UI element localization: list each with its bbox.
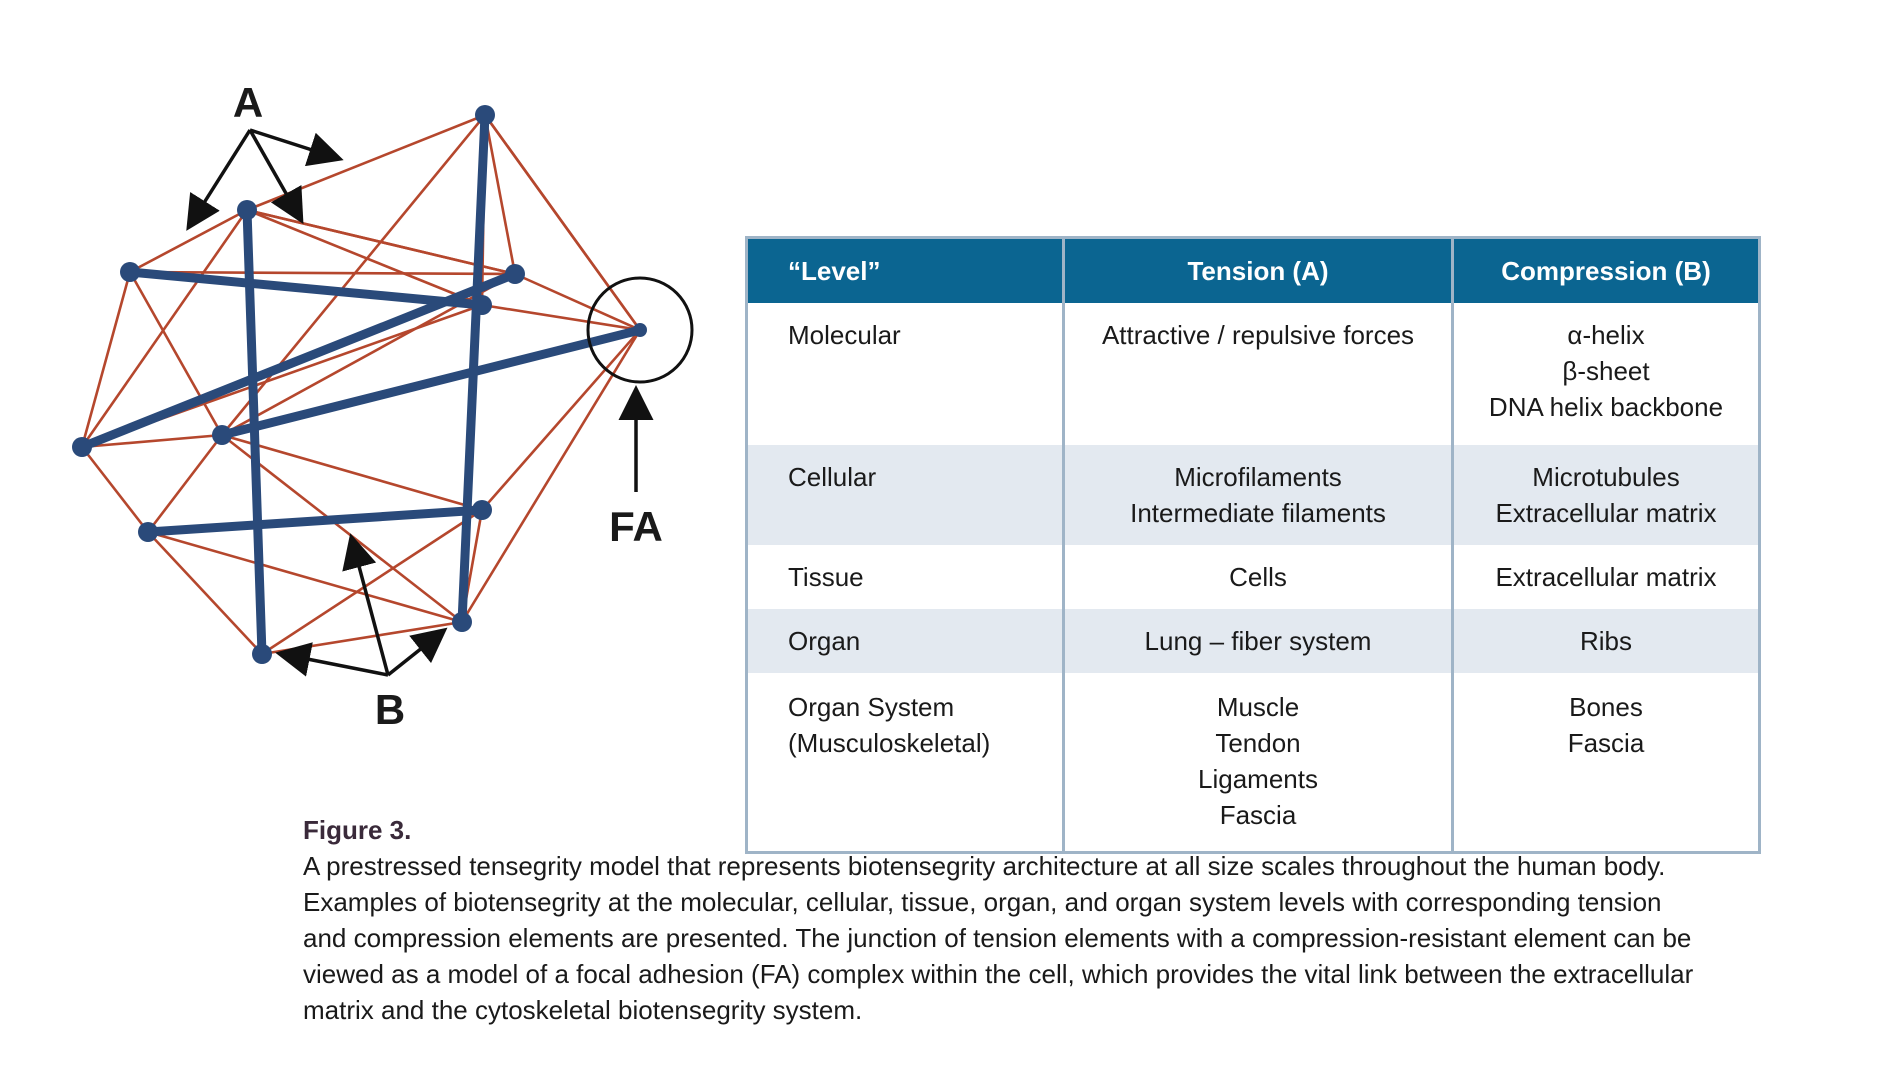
table-row — [747, 445, 1760, 545]
node-joint — [633, 323, 647, 337]
tension-line — [485, 115, 515, 274]
node-joint — [72, 437, 92, 457]
caption-title: Figure 3. — [303, 815, 412, 845]
cell-level: Cellular — [747, 445, 1064, 545]
cell-compression: Ribs — [1453, 609, 1760, 673]
node-joint — [472, 500, 492, 520]
cell-tension: Microfilaments Intermediate filaments — [1064, 445, 1453, 545]
tension-line — [148, 532, 462, 622]
tension-line — [247, 115, 485, 210]
tension-line — [482, 305, 640, 330]
node-joint — [252, 644, 272, 664]
header-level: “Level” — [747, 238, 1064, 304]
biotensegrity-levels-table — [745, 236, 1761, 854]
node-joint — [475, 105, 495, 125]
tension-line — [82, 447, 148, 532]
tension-line — [262, 510, 482, 654]
cell-level: Molecular — [747, 303, 1064, 445]
caption-text: A prestressed tensegrity model that represents biotensegrity architecture at all size scales throughout the human body. Examples of biotensegrity at the molecular, cellular, tissue, organ, and organ system levels with corresponding tension and compression elements are presented. The junction of tension elements with a compression-resistant element can be viewed as a model of a focal adhesion (FA) complex within the cell, which provides the vital link between the extracellular matrix and the cytoskeletal biotensegrity system. — [303, 851, 1694, 1025]
figure-caption — [303, 812, 1703, 1028]
tension-line — [148, 435, 222, 532]
node-joints — [72, 105, 647, 664]
node-joint — [120, 262, 140, 282]
cell-tension: Muscle Tendon Ligaments Fascia — [1064, 673, 1453, 853]
cell-tension: Lung – fiber system — [1064, 609, 1453, 673]
cell-compression: Extracellular matrix — [1495, 562, 1717, 592]
node-joint — [472, 295, 492, 315]
tensegrity-diagram — [0, 0, 720, 760]
table-row — [747, 609, 1760, 673]
tension-line — [148, 532, 262, 654]
label-fa: FA — [609, 503, 663, 550]
tension-line — [485, 115, 640, 330]
header-compression: Compression (B) — [1453, 238, 1760, 304]
cell-compression: α-helix β-sheet DNA helix backbone — [1488, 320, 1724, 422]
tension-line — [82, 272, 130, 447]
header-tension: Tension (A) — [1064, 238, 1453, 304]
tension-line — [482, 330, 640, 510]
cell-level: Tissue — [747, 545, 1064, 609]
tension-line — [130, 210, 247, 272]
node-joint — [138, 522, 158, 542]
label-b-arrows — [282, 540, 442, 675]
node-joint — [212, 425, 232, 445]
label-b: B — [374, 686, 406, 733]
compression-strut — [148, 510, 482, 532]
node-joint — [505, 264, 525, 284]
cell-tension: Attractive / repulsive forces — [1064, 303, 1453, 445]
label-a: A — [232, 79, 264, 126]
table-header-row — [747, 238, 1760, 304]
cell-compression: Bones Fascia — [1567, 692, 1645, 758]
cell-tension: Cells — [1064, 545, 1453, 609]
node-joint — [452, 612, 472, 632]
node-joint — [237, 200, 257, 220]
label-a-arrows — [190, 130, 337, 225]
table-row — [747, 303, 1760, 445]
cell-compression: Microtubules Extracellular matrix — [1453, 445, 1760, 545]
cell-level: Organ System (Musculoskeletal) — [747, 673, 1064, 853]
tension-line — [222, 115, 485, 435]
table-row — [747, 545, 1760, 609]
cell-level: Organ — [747, 609, 1064, 673]
compression-strut — [222, 330, 640, 435]
